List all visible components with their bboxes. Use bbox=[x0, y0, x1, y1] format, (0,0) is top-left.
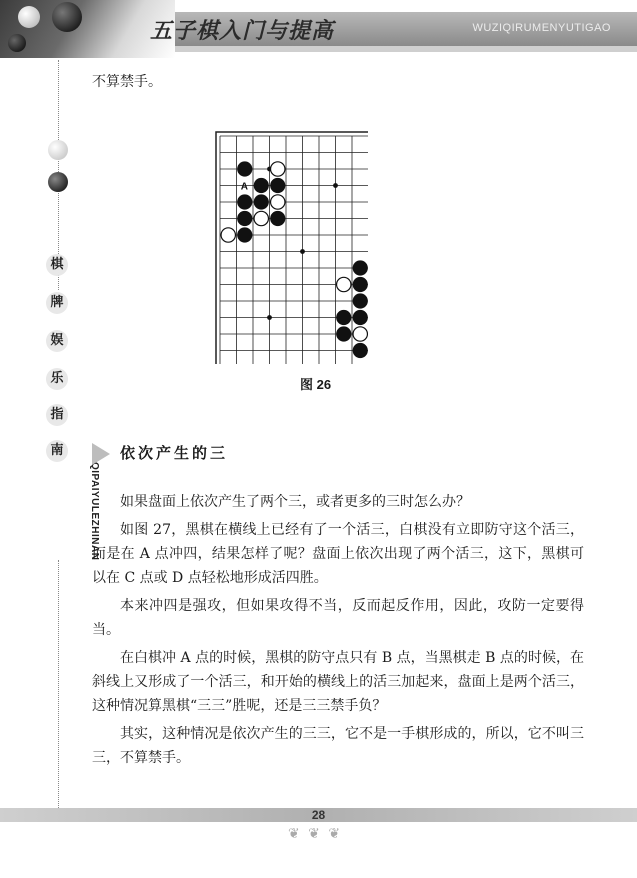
rail-char: 棋 bbox=[46, 254, 68, 276]
body-text-continued: 不算禁手。 bbox=[92, 74, 162, 90]
black-stone bbox=[353, 343, 368, 358]
stone-decoration bbox=[18, 6, 40, 28]
rail-char: 乐 bbox=[46, 368, 68, 390]
black-stone bbox=[237, 161, 252, 176]
rail-dotted-line bbox=[58, 560, 59, 810]
black-stone bbox=[237, 194, 252, 209]
star-point bbox=[267, 315, 272, 320]
star-point bbox=[333, 183, 338, 188]
rail-char: 牌 bbox=[46, 292, 68, 314]
white-stone bbox=[221, 228, 235, 242]
black-stone bbox=[237, 227, 252, 242]
black-stone bbox=[353, 260, 368, 275]
white-stone bbox=[254, 211, 268, 225]
stone-decoration bbox=[52, 2, 82, 32]
page-number: 28 bbox=[311, 808, 326, 822]
figure-caption: 图 26 bbox=[300, 377, 332, 392]
rail-char: 南 bbox=[46, 440, 68, 462]
black-stone-icon bbox=[48, 172, 68, 192]
black-stone bbox=[254, 194, 269, 209]
paragraph: 本来冲四是强攻，但如果攻得不当，反而起反作用，因此，攻防一定要得当。 bbox=[92, 598, 584, 638]
point-label-a: A bbox=[240, 181, 248, 193]
paragraph: 如果盘面上依次产生了两个三，或者更多的三时怎么办？ bbox=[120, 494, 470, 510]
header-band-lower bbox=[150, 46, 637, 52]
black-stone bbox=[336, 310, 351, 325]
paragraph: 如图 27，黑棋在横线上已经有了一个活三，白棋没有立即防守这个活三，而是在 A 点冲四，结果怎样了呢？盘面上依次出现了两个活三，这下，黑棋可以在 C 点或 D 点轻松地形成活四胜。 bbox=[92, 522, 584, 586]
stone-decoration bbox=[8, 34, 26, 52]
rail-pinyin: QIPAIYULEZHINAN bbox=[89, 462, 100, 561]
black-stone bbox=[254, 178, 269, 193]
star-point bbox=[300, 249, 305, 254]
gomoku-board bbox=[214, 130, 368, 364]
white-stone bbox=[271, 195, 285, 209]
section-title: 依次产生的三 bbox=[120, 444, 229, 462]
white-stone bbox=[353, 327, 367, 341]
book-title-pinyin: WUZIQIRUMENYUTIGAO bbox=[472, 22, 611, 34]
footer-ornament: ❦ ❦ ❦ bbox=[288, 826, 343, 842]
paragraph: 其实，这种情况是依次产生的三三，它不是一手棋形成的，所以，它不叫三三，不算禁手。 bbox=[92, 726, 584, 766]
paragraph: 在白棋冲 A 点的时候，黑棋的防守点只有 B 点，当黑棋走 B 点的时候，在斜线上又形成了一个活三，和开始的横线上的活三加起来，盘面上是两个活三，这种情况算黑棋“三三”胜呢，还是三三禁手负？ bbox=[92, 650, 584, 714]
white-stone-icon bbox=[48, 140, 68, 160]
point-label-b: B bbox=[356, 297, 364, 308]
rail-char: 娱 bbox=[46, 330, 68, 352]
white-stone bbox=[271, 162, 285, 176]
black-stone bbox=[353, 310, 368, 325]
book-title: 五子棋入门与提高 bbox=[150, 18, 335, 44]
black-stone bbox=[353, 277, 368, 292]
black-stone bbox=[336, 326, 351, 341]
black-stone bbox=[237, 211, 252, 226]
black-stone bbox=[270, 178, 285, 193]
white-stone bbox=[337, 277, 351, 291]
black-stone bbox=[270, 211, 285, 226]
rail-char: 指 bbox=[46, 404, 68, 426]
section-arrow-icon bbox=[92, 443, 110, 465]
page-header bbox=[0, 0, 637, 58]
gomoku-board-figure bbox=[214, 130, 368, 364]
